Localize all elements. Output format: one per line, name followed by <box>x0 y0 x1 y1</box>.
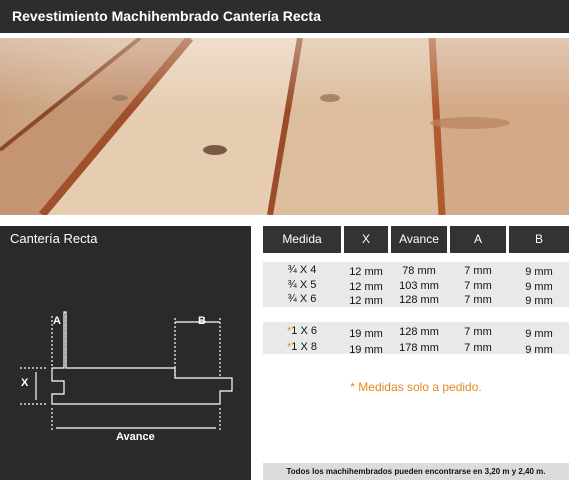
cell-avance: 103 mm <box>399 280 439 292</box>
page-title: Revestimiento Machihembrado Cantería Recta <box>12 8 321 24</box>
cell-avance: 78 mm <box>402 265 436 277</box>
cell-b: 9 mm <box>525 328 553 340</box>
diagram-title: Cantería Recta <box>10 231 98 246</box>
cell-x: 19 mm <box>349 328 383 340</box>
cell-medida-text: 1 X 6 <box>291 325 317 337</box>
col-header-b: B <box>509 226 569 253</box>
cell-a: 7 mm <box>464 326 492 338</box>
cell-b: 9 mm <box>525 281 553 293</box>
dimension-a-label: A <box>53 315 61 327</box>
cell-medida-text: 1 X 8 <box>291 341 317 353</box>
cell-medida: ¾ X 6 <box>287 293 317 305</box>
dimension-b-label: B <box>198 315 206 327</box>
cell-x: 19 mm <box>349 344 383 356</box>
cell-a: 7 mm <box>464 342 492 354</box>
col-header-avance: Avance <box>391 226 447 253</box>
cell-avance: 178 mm <box>399 342 439 354</box>
cell-a: 7 mm <box>464 265 492 277</box>
asterisk-icon: * <box>350 380 355 394</box>
cell-x: 12 mm <box>349 295 383 307</box>
cell-medida: ¾ X 5 <box>287 279 317 291</box>
col-header-a: A <box>450 226 506 253</box>
dimension-avance-label: Avance <box>116 431 155 443</box>
cell-b: 9 mm <box>525 266 553 278</box>
cell-medida: ¾ X 4 <box>287 264 317 276</box>
cell-avance: 128 mm <box>399 294 439 306</box>
cell-a: 7 mm <box>464 280 492 292</box>
page-header <box>0 0 569 33</box>
col-header-x: X <box>344 226 388 253</box>
cell-avance: 128 mm <box>399 326 439 338</box>
wood-photo <box>0 38 569 215</box>
cell-b: 9 mm <box>525 344 553 356</box>
footer-note: Todos los machihembrados pueden encontrarse en 3,20 m y 2,40 m. <box>263 463 569 480</box>
col-header-medida: Medida <box>263 226 341 253</box>
asterisk-icon: * <box>287 341 292 353</box>
cell-x: 12 mm <box>349 281 383 293</box>
asterisk-icon: * <box>287 325 292 337</box>
order-note-text: Medidas solo a pedido. <box>358 380 482 394</box>
cell-medida <box>263 341 341 353</box>
cell-b: 9 mm <box>525 295 553 307</box>
cell-medida <box>263 325 341 337</box>
cell-x: 12 mm <box>349 266 383 278</box>
order-note <box>263 380 569 394</box>
profile-diagram-panel <box>0 226 251 480</box>
dimension-x-label: X <box>21 377 29 389</box>
cell-a: 7 mm <box>464 294 492 306</box>
